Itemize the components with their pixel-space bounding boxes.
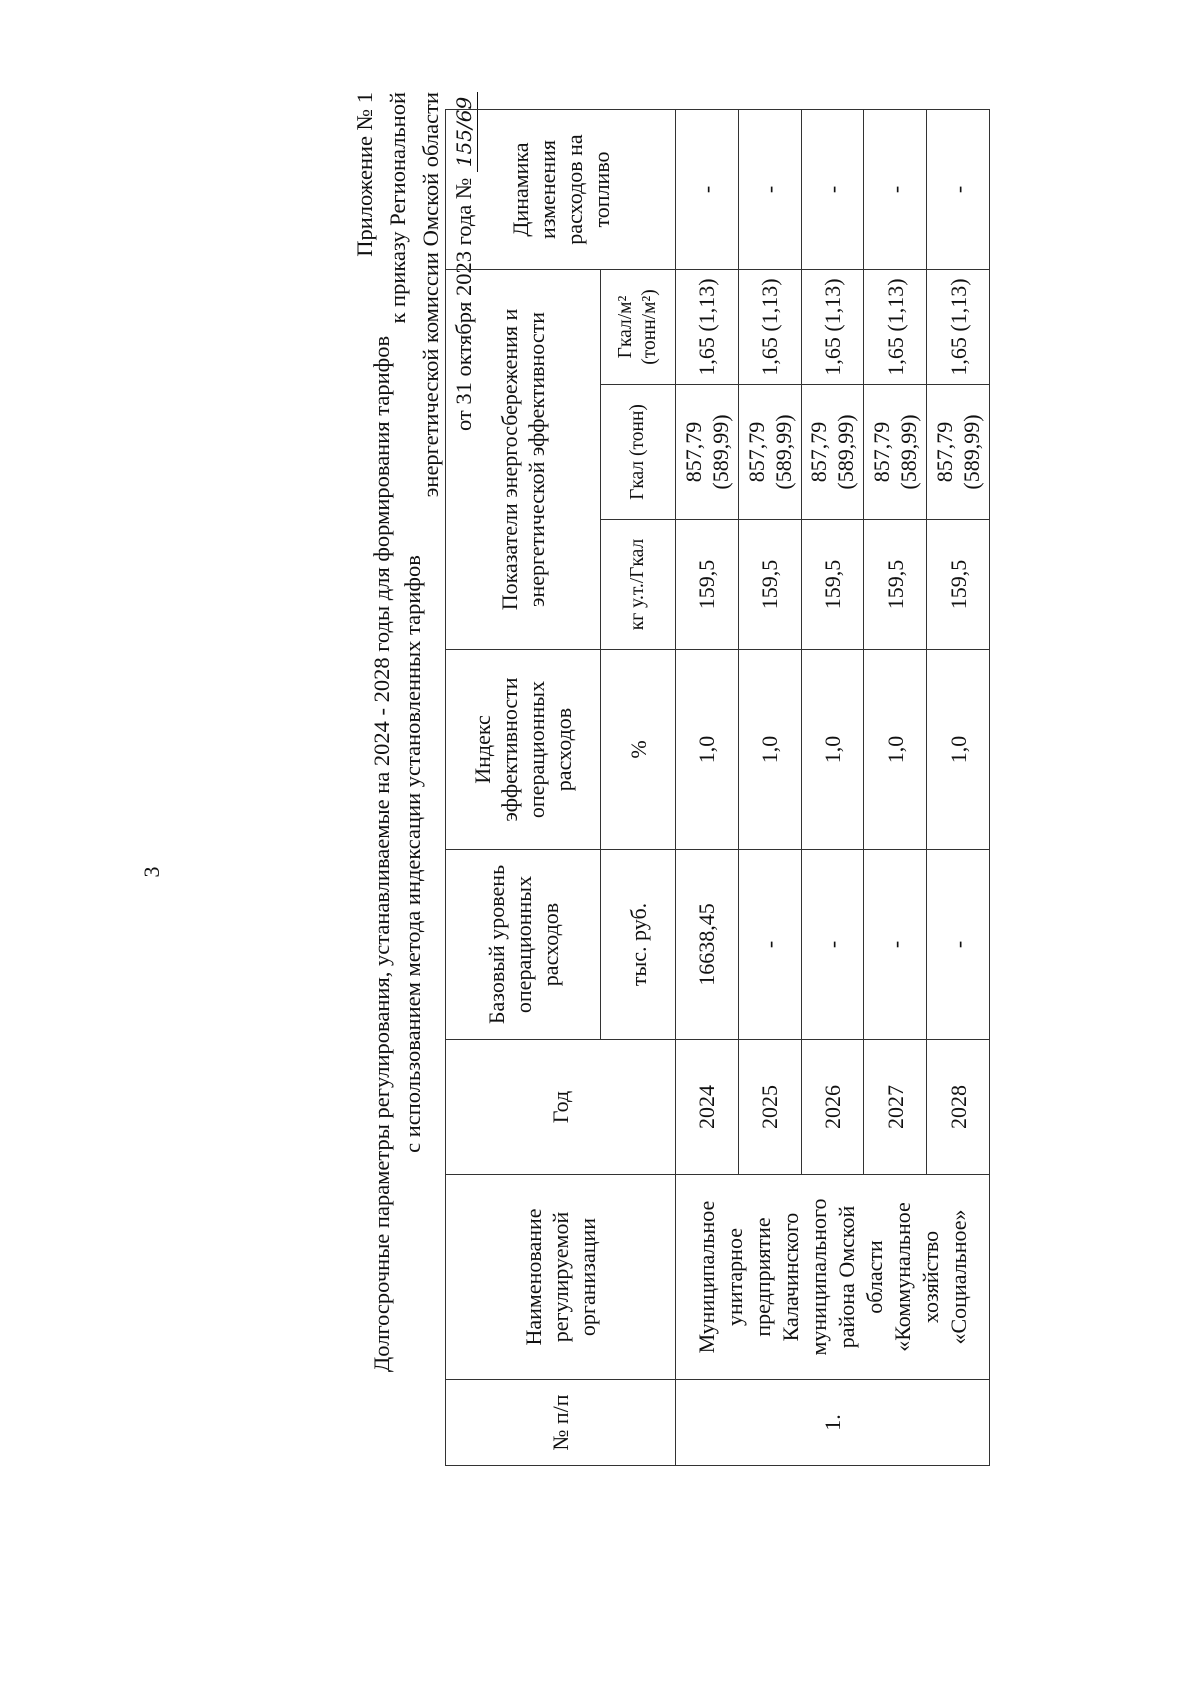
cell-efficiency-index: 1,0 [864,650,927,850]
unit-energy-3: Гкал/м² (тонн/м²) [601,269,676,384]
cell-efficiency-index: 1,0 [676,650,739,850]
cell-energy-3: 1,65 (1,13) [864,269,927,384]
cell-year: 2027 [864,1040,927,1175]
cell-energy-1: 159,5 [864,520,927,650]
parameters-table [445,109,990,1466]
appendix-line-3: энергетической комиссии Омской области [418,92,443,498]
cell-energy-2: 857,79 (589,99) [801,385,864,520]
header-base-cost: Базовый уровень операционных расходов [446,850,601,1040]
title-line-1: Долгосрочные параметры регулирования, устанавливаемые на 2024 - 2028 годы для формирования тарифов [369,335,394,1373]
landscape-content [348,84,998,1624]
cell-org-name: Муниципальное унитарное предприятие Калачинского муниципального района Омской области «Коммунальное хозяйство «Социальное» [676,1175,990,1380]
unit-energy-2: Гкал (тонн) [601,385,676,520]
cell-fuel-dynamics: - [864,109,927,269]
cell-energy-2: 857,79 (589,99) [676,385,739,520]
unit-efficiency-index: % [601,650,676,850]
cell-base-cost: - [801,850,864,1040]
cell-fuel-dynamics: - [738,109,801,269]
cell-energy-3: 1,65 (1,13) [801,269,864,384]
header-org: Наименование регулируемой организации [446,1175,676,1380]
cell-energy-1: 159,5 [801,520,864,650]
cell-energy-1: 159,5 [738,520,801,650]
cell-year: 2026 [801,1040,864,1175]
cell-efficiency-index: 1,0 [738,650,801,850]
cell-org-number: 1. [676,1380,990,1466]
header-num: № п/п [446,1380,676,1466]
cell-fuel-dynamics: - [927,109,990,269]
cell-energy-1: 159,5 [927,520,990,650]
unit-base-cost: тыс. руб. [601,850,676,1040]
cell-energy-1: 159,5 [676,520,739,650]
cell-base-cost: - [927,850,990,1040]
header-efficiency-index: Индекс эффективности операционных расходов [446,650,601,850]
cell-fuel-dynamics: - [676,109,739,269]
title-line-2: с использованием метода индексации установленных тарифов [400,555,425,1153]
cell-energy-2: 857,79 (589,99) [738,385,801,520]
page-number: 3 [139,866,164,878]
cell-efficiency-index: 1,0 [927,650,990,850]
cell-energy-2: 857,79 (589,99) [864,385,927,520]
appendix-line-2: к приказу Региональной [385,92,410,324]
cell-energy-3: 1,65 (1,13) [738,269,801,384]
header-fuel-dynamics: Динамика изменения расходов на топливо [446,109,676,269]
unit-energy-1: кг у.т./Гкал [601,520,676,650]
table-row-2024 [676,109,739,1465]
cell-fuel-dynamics: - [801,109,864,269]
header-energy-indicators: Показатели энергосбережения и энергетической эффективности [446,269,601,649]
cell-year: 2025 [738,1040,801,1175]
cell-base-cost: - [864,850,927,1040]
cell-year: 2024 [676,1040,739,1175]
header-row [446,109,601,1465]
document-title [366,84,428,1624]
order-date: от 31 октября 2023 года № [451,177,476,432]
cell-base-cost: - [738,850,801,1040]
appendix-line-1: Приложение № 1 [352,92,377,257]
cell-year: 2028 [927,1040,990,1175]
cell-efficiency-index: 1,0 [801,650,864,850]
cell-energy-2: 857,79 (589,99) [927,385,990,520]
cell-base-cost: 16638,45 [676,850,739,1040]
header-year: Год [446,1040,676,1175]
cell-energy-3: 1,65 (1,13) [676,269,739,384]
cell-energy-3: 1,65 (1,13) [927,269,990,384]
order-number-handwritten: 155/69 [451,92,478,172]
